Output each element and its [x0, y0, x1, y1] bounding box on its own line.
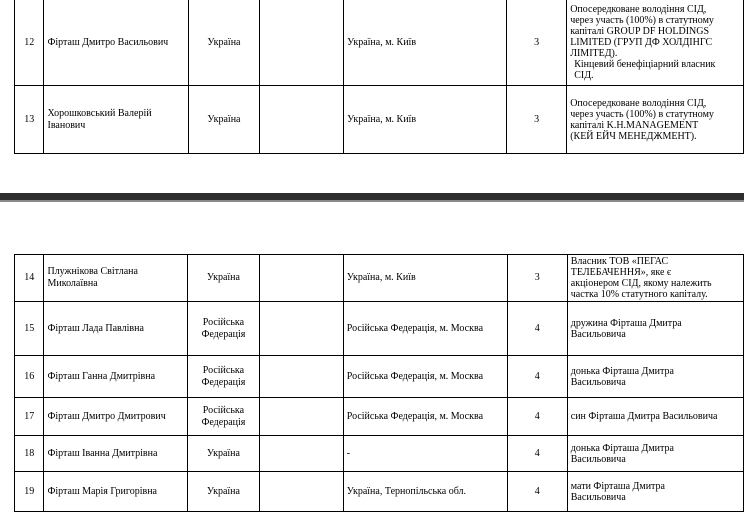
- relationship-note: [567, 86, 744, 154]
- note-line: ЛІМІТЕД).: [570, 48, 618, 59]
- person-name: Фірташ Марія Григорівна: [44, 472, 187, 512]
- relationship-note: [567, 356, 743, 398]
- note-line: дружина Фірташа Дмитра: [570, 317, 682, 329]
- table-row: [15, 0, 744, 86]
- note-line: LIMITED (ГРУП ДФ ХОЛДІНГС: [570, 37, 713, 48]
- address: Україна, м. Київ: [343, 255, 507, 302]
- note-line: СІД.: [574, 70, 594, 81]
- note-line: Власник ТОВ «ПЕГАС: [570, 256, 669, 267]
- address: Україна, Тернопільська обл.: [343, 472, 507, 512]
- registration-code: [259, 398, 343, 436]
- table-row: [15, 302, 744, 356]
- country: Україна: [187, 436, 259, 472]
- note-line: мати Фірташа Дмитра: [570, 480, 665, 492]
- row-number: 13: [15, 86, 44, 154]
- page-break-bar: [0, 193, 744, 200]
- country: Російська Федерація: [187, 356, 259, 398]
- ownership-level: 4: [507, 302, 567, 356]
- address: Російська Федерація, м. Москва: [343, 356, 507, 398]
- ownership-level: 3: [507, 86, 567, 154]
- note-line: капіталі K.H.MANAGEMENT: [570, 119, 699, 131]
- ownership-level: 3: [507, 0, 567, 86]
- table-row: [15, 86, 744, 154]
- person-name: Фірташ Дмитро Васильович: [44, 0, 188, 86]
- note-line: Опосередковане володіння СІД,: [570, 4, 707, 15]
- person-name: Плужнікова Світлана Миколаївна: [44, 255, 187, 302]
- country: Україна: [188, 0, 260, 86]
- note-line: через участь (100%) в статутному: [570, 15, 714, 26]
- ownership-level: 4: [507, 356, 567, 398]
- relationship-note: [567, 472, 743, 512]
- row-number: 15: [15, 302, 44, 356]
- registration-code: [259, 436, 343, 472]
- address: Україна, м. Київ: [344, 0, 507, 86]
- person-name: Хорошковський Валерій Іванович: [44, 86, 188, 154]
- address: Україна, м. Київ: [344, 86, 507, 154]
- country: Україна: [187, 472, 259, 512]
- registration-code: [259, 356, 343, 398]
- note-line: ТЕЛЕБАЧЕННЯ», яке є: [570, 267, 672, 278]
- note-line: донька Фірташа Дмитра: [570, 442, 674, 454]
- person-name: Фірташ Іванна Дмитрівна: [44, 436, 187, 472]
- registration-code: [259, 255, 343, 302]
- relationship-note: [567, 398, 743, 436]
- relationship-note: [567, 302, 743, 356]
- note-line: частка 10% статутного капіталу.: [570, 289, 708, 300]
- relationship-note: [567, 436, 743, 472]
- row-number: 17: [15, 398, 44, 436]
- note-line: Кінцевий бенефіціарний власник: [574, 59, 716, 70]
- note-line: син Фірташа Дмитра Васильовича: [570, 411, 718, 422]
- note-line: (КЕЙ ЕЙЧ МЕНЕДЖМЕНТ).: [570, 130, 697, 142]
- address: -: [343, 436, 507, 472]
- person-name: Фірташ Дмитро Дмитрович: [44, 398, 187, 436]
- table-row: [15, 356, 744, 398]
- note-line: донька Фірташа Дмитра: [570, 365, 674, 377]
- row-number: 16: [15, 356, 44, 398]
- row-number: 12: [15, 0, 44, 86]
- owners-table-top: [14, 0, 744, 154]
- note-line: Опосередковане володіння СІД,: [570, 97, 707, 109]
- relationship-note: [567, 0, 744, 86]
- table-row: [15, 472, 744, 512]
- row-number: 19: [15, 472, 44, 512]
- relationship-note: [567, 255, 743, 302]
- row-number: 18: [15, 436, 44, 472]
- table-row: [15, 255, 744, 302]
- row-number: 14: [15, 255, 44, 302]
- registration-code: [260, 86, 344, 154]
- registration-code: [260, 0, 344, 86]
- ownership-level: 4: [507, 436, 567, 472]
- note-line: капіталі GROUP DF HOLDINGS: [570, 26, 710, 37]
- person-name: Фірташ Ганна Дмитрівна: [44, 356, 187, 398]
- registration-code: [259, 472, 343, 512]
- note-line: через участь (100%) в статутному: [570, 108, 714, 120]
- table-row: [15, 436, 744, 472]
- note-line: Васильовича: [570, 376, 626, 388]
- table-row: [15, 398, 744, 436]
- note-line: Васильовича: [570, 328, 626, 340]
- address: Російська Федерація, м. Москва: [343, 302, 507, 356]
- note-line: Васильовича: [570, 491, 626, 503]
- address: Російська Федерація, м. Москва: [343, 398, 507, 436]
- page-break-shadow: [0, 200, 744, 202]
- note-line: акціонером СІД, якому належить: [570, 278, 712, 289]
- ownership-level: 4: [507, 472, 567, 512]
- registration-code: [259, 302, 343, 356]
- country: Україна: [188, 86, 260, 154]
- owners-table-bottom: [14, 254, 744, 512]
- ownership-level: 3: [507, 255, 567, 302]
- ownership-level: 4: [507, 398, 567, 436]
- note-line: Васильовича: [570, 453, 626, 465]
- country: Російська Федерація: [187, 302, 259, 356]
- person-name: Фірташ Лада Павлівна: [44, 302, 187, 356]
- country: Російська Федерація: [187, 398, 259, 436]
- country: Україна: [187, 255, 259, 302]
